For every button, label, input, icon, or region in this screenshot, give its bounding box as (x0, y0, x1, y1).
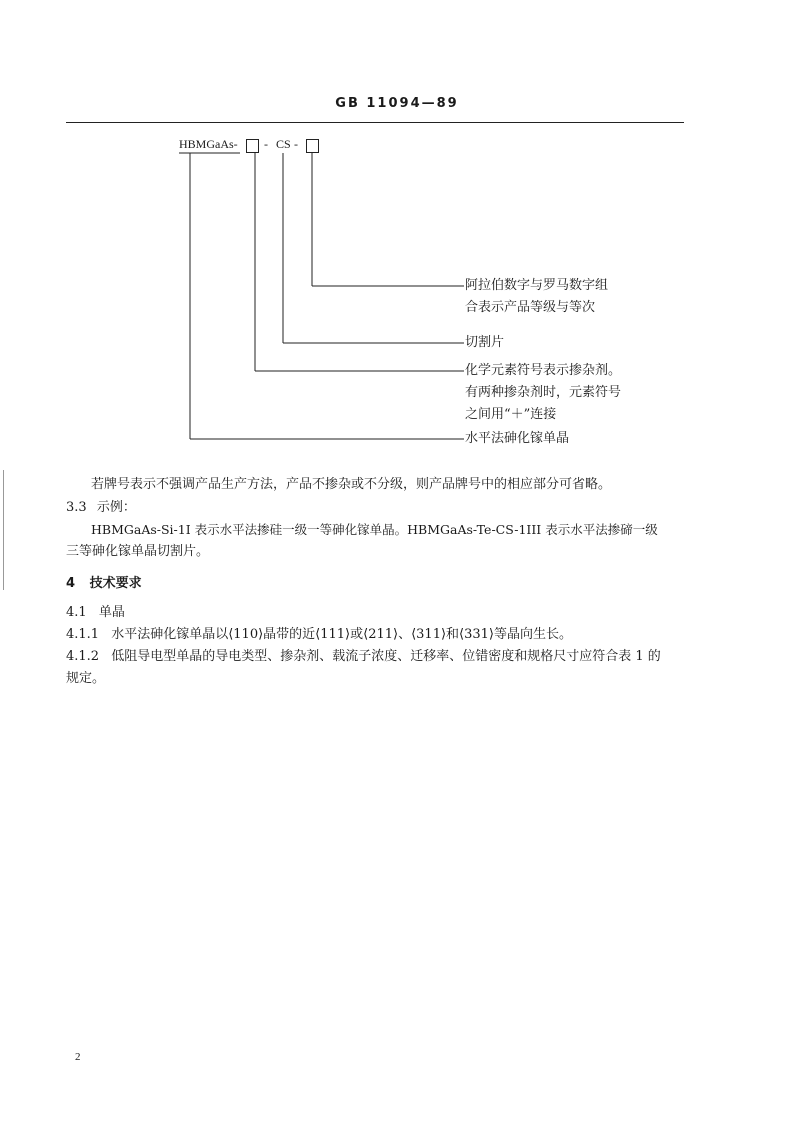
example-line-1: HBMGaAs-Si-1I 表示水平法掺硅一级一等砷化镓单晶。HBMGaAs-Te-CS-1III 表示水平法掺碲一级 (91, 522, 658, 537)
label-dopant-line2: 有两种掺杂剂时，元素符号 (465, 385, 622, 400)
label-grade-line2: 合表示产品等级与等次 (465, 300, 596, 315)
designation-diagram (0, 0, 794, 470)
code-separator-2: - (294, 137, 298, 151)
section-title: 单晶 (98, 605, 125, 620)
clause-text: 低阻导电型单晶的导电类型、掺杂剂、载流子浓度、迁移率、位错密度和规格尺寸应符合表 1 的 (111, 649, 661, 664)
code-cs: CS (276, 137, 291, 151)
label-dopant-line1: 化学元素符号表示掺杂剂。 (465, 363, 622, 378)
section-3-3-heading (66, 497, 136, 519)
page-header: GB 11094—89 (335, 96, 459, 111)
clause-4-1-1 (66, 624, 572, 646)
label-dopant-line3: 之间用“＋”连接 (465, 407, 557, 422)
label-crystal: 水平法砷化镓单晶 (465, 431, 570, 446)
clause-4-1-2-continued: 规定。 (66, 671, 106, 686)
section-4-heading (66, 573, 142, 595)
section-number: 4 (66, 576, 76, 591)
page-number: 2 (75, 1051, 81, 1063)
code-separator-1: - (264, 137, 268, 151)
clause-4-1-2 (66, 646, 661, 668)
label-grade-line1: 阿拉伯数字与罗马数字组 (465, 278, 609, 293)
clause-number: 4.1.1 (66, 627, 100, 642)
section-4-1-heading (66, 602, 125, 624)
code-prefix: HBMGaAs- (179, 137, 238, 151)
section-number: 3.3 (66, 500, 87, 515)
label-cut: 切割片 (465, 335, 505, 350)
clause-text: 水平法砷化镓单晶以⟨110⟩晶带的近⟨111⟩或⟨211⟩、⟨311⟩和⟨331⟩等晶向生长。 (111, 627, 573, 642)
omission-note: 若牌号表示不强调产品生产方法，产品不掺杂或不分级，则产品牌号中的相应部分可省略。 (91, 477, 612, 492)
scan-margin-mark (3, 470, 4, 590)
clause-number: 4.1.2 (66, 649, 100, 664)
section-title: 示例： (96, 500, 136, 515)
section-title: 技术要求 (89, 576, 142, 591)
example-line-2: 三等砷化镓单晶切割片。 (66, 544, 210, 559)
section-number: 4.1 (66, 605, 87, 620)
